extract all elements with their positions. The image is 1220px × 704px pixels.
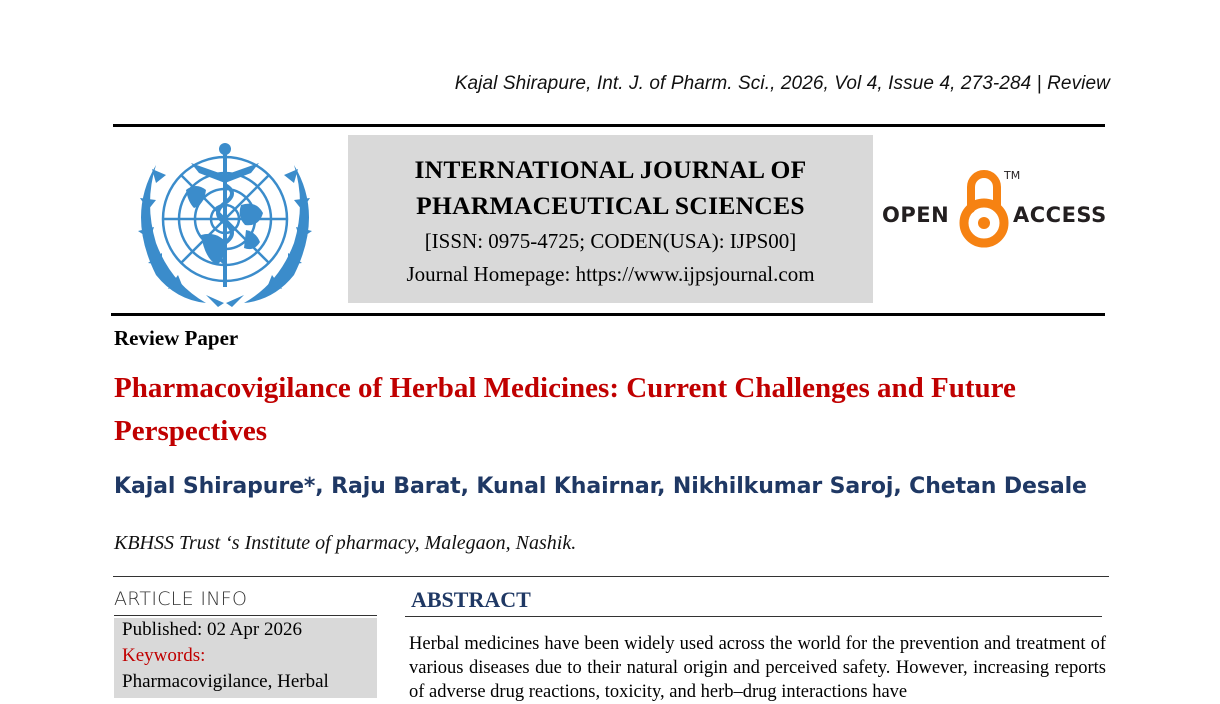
trademark-mark: TM	[1004, 169, 1021, 182]
published-date: Published: 02 Apr 2026	[122, 619, 302, 640]
article-info-rule	[114, 615, 377, 616]
open-access-word-open: OPEN	[882, 203, 950, 227]
keywords-label: Keywords:	[122, 645, 206, 666]
running-head: Kajal Shirapure, Int. J. of Pharm. Sci., 2026, Vol 4, Issue 4, 273-284 | Review	[454, 73, 1110, 94]
abstract-text: Herbal medicines have been widely used across the world for the prevention and treatment of various diseases due to their natural origin and perceived safety. However, increasing reports of adverse drug reactions, toxicity, and herb–drug interactions have	[409, 634, 1106, 702]
header-top-rule	[113, 124, 1105, 127]
journal-homepage-link[interactable]: Journal Homepage: https://www.ijpsjournal.com	[406, 262, 815, 286]
who-emblem-icon	[126, 135, 324, 307]
author-list: Kajal Shirapure*, Raju Barat, Kunal Khairnar, Nikhilkumar Saroj, Chetan Desale	[114, 474, 1087, 499]
open-lock-icon	[957, 165, 1011, 254]
article-info-box	[114, 618, 377, 698]
article-title: Pharmacovigilance of Herbal Medicines: Current Challenges and Future Perspectives	[114, 372, 1016, 447]
abstract-heading: ABSTRACT	[411, 587, 531, 612]
journal-title-line2: PHARMACEUTICAL SCIENCES	[416, 191, 805, 220]
abstract-rule	[405, 616, 1102, 617]
article-info-heading: ARTICLE INFO	[114, 588, 248, 610]
author-affiliation: KBHSS Trust ‘s Institute of pharmacy, Malegaon, Nashik.	[114, 532, 577, 554]
issn-line: [ISSN: 0975-4725; CODEN(USA): IJPS00]	[424, 229, 797, 253]
header-bottom-rule	[111, 313, 1105, 316]
article-type-label: Review Paper	[114, 326, 239, 350]
journal-title-line1: INTERNATIONAL JOURNAL OF	[414, 155, 807, 184]
open-access-word-access: ACCESS	[1013, 203, 1107, 227]
keywords-list: Pharmacovigilance, Herbal	[122, 671, 329, 692]
journal-masthead	[348, 135, 873, 303]
open-access-logo	[880, 165, 1110, 255]
section-divider	[113, 576, 1109, 577]
